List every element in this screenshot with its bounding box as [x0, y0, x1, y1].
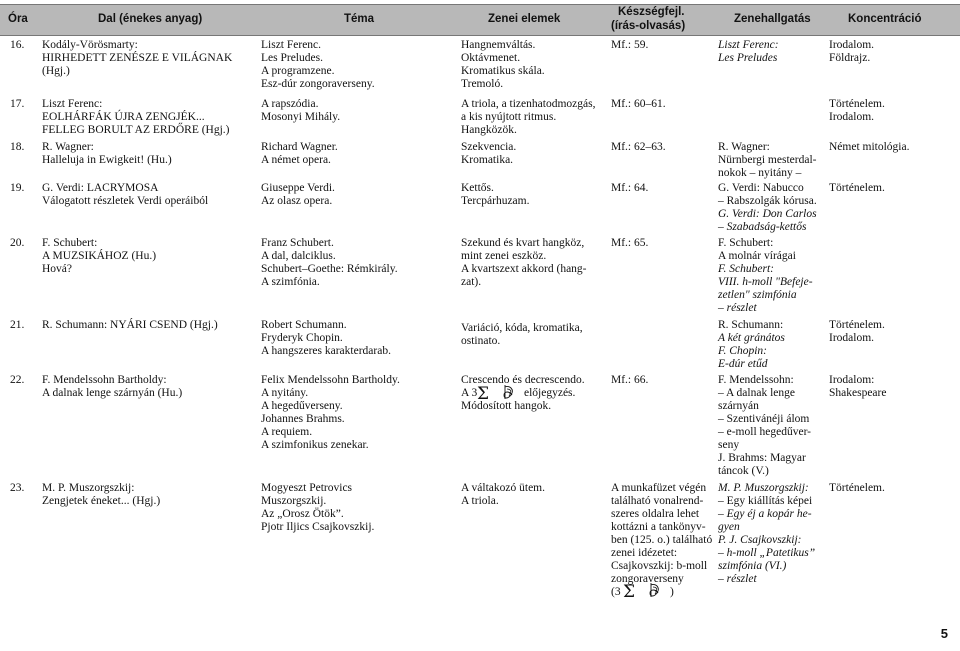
row-20-zenei-4: zat). — [461, 276, 482, 288]
row-20-zh-1: F. Schubert: — [718, 237, 774, 249]
row-23-keszseg-1: A munkafüzet végén — [611, 482, 707, 494]
row-23-zh-7: szimfónia (VI.) — [718, 560, 787, 572]
page-number: 5 — [940, 626, 948, 641]
table-header — [0, 4, 960, 36]
row-22-tema-5: A requiem. — [261, 426, 313, 438]
header-dal: Dal (énekes anyag) — [98, 13, 203, 25]
row-21-tema-2: Fryderyk Chopin. — [261, 332, 343, 344]
row-20-zenei-1: Szekund és kvart hangköz, — [461, 237, 585, 249]
header-zenehallgatas: Zenehallgatás — [734, 13, 811, 25]
row-23-zenei-2: A triola. — [461, 495, 499, 507]
row-23-zh-2: – Egy kiállítás képei — [718, 495, 813, 507]
row-23-zh-8: – részlet — [718, 573, 757, 585]
row-16-tema-4: Esz-dúr zongoraverseny. — [261, 78, 375, 90]
row-22-zenei-1: Crescendo és decrescendo. — [461, 374, 585, 386]
row-20-keszseg: Mf.: 65. — [611, 237, 649, 249]
row-16-zenei-1: Hangnemváltás. — [461, 39, 536, 51]
row-20-zh-6: – részlet — [718, 302, 757, 314]
row-20-dal-3: Hová? — [42, 263, 73, 275]
header-tema: Téma — [344, 13, 375, 25]
row-22-konc-1: Irodalom: — [829, 374, 875, 386]
row-19-zh-3: G. Verdi: Don Carlos — [718, 208, 817, 220]
row-17-dal-1: Liszt Ferenc: — [42, 98, 103, 110]
row-23-keszseg-5: ben (125. o.) található — [611, 534, 713, 546]
row-21-zh-2: A két gránátos — [718, 332, 785, 344]
row-21-zh-3: F. Chopin: — [718, 345, 767, 357]
row-17-zenei-1: A triola, a tizenhatodmozgás, — [461, 98, 596, 110]
row-17-zenei-3: Hangközök. — [461, 124, 517, 136]
row-22-konc-2: Shakespeare — [829, 387, 887, 399]
row-22-zh-6: seny — [718, 439, 740, 451]
row-16-tema-3: A programzene. — [261, 65, 335, 77]
row-17-konc-2: Irodalom. — [829, 111, 875, 123]
row-23-keszseg-6: zenei idézetet: — [611, 547, 678, 559]
row-22-zenei-2b: előjegyzés. — [524, 387, 576, 399]
row-22-tema-2: A nyitány. — [261, 387, 309, 399]
row-17-konc-1: Történelem. — [829, 98, 885, 110]
row-17-num: 17. — [10, 98, 25, 110]
header-ora: Óra — [8, 13, 28, 25]
row-17-zenei-2: a kis nyújtott ritmus. — [461, 111, 557, 123]
row-19-zenei-1: Kettős. — [461, 182, 494, 194]
row-20-zh-5: zetlen" szimfónia — [718, 289, 797, 301]
row-16-zenei-3: Kromatikus skála. — [461, 65, 545, 77]
row-23-zenei-1: A váltakozó ütem. — [461, 482, 545, 494]
row-20-tema-2: A dal, dalciklus. — [261, 250, 336, 262]
row-19-tema-1: Giuseppe Verdi. — [261, 182, 335, 194]
row-23-keszseg-8: zongoraverseny — [611, 573, 684, 585]
row-23-tema-3: Az „Orosz Ötök”. — [261, 508, 344, 520]
row-22-zh-4: – Szentivánéji álom — [718, 413, 810, 425]
row-23-keszseg-9a: (3 — [611, 586, 621, 598]
row-18-zenei-1: Szekvencia. — [461, 141, 517, 153]
row-23-keszseg-4: kottázni a tankönyv- — [611, 521, 706, 533]
row-22-zh-7: J. Brahms: Magyar — [718, 452, 806, 464]
row-16-tema-1: Liszt Ferenc. — [261, 39, 322, 51]
row-20-tema-1: Franz Schubert. — [261, 237, 334, 249]
row-23-keszseg-3: szeres oldalra lehet — [611, 508, 700, 520]
sigma-flat-icon-2 — [623, 581, 669, 604]
row-18-zenei-2: Kromatika. — [461, 154, 514, 166]
row-22-tema-4: Johannes Brahms. — [261, 413, 345, 425]
row-18-tema-1: Richard Wagner. — [261, 141, 338, 153]
row-16-konc-2: Földrajz. — [829, 52, 871, 64]
row-18-zh-2: Nürnbergi mesterdal- — [718, 154, 817, 166]
header-zenei-elemek: Zenei elemek — [488, 13, 561, 25]
row-21-tema-1: Robert Schumann. — [261, 319, 347, 331]
row-21-tema-3: A hangszeres karakterdarab. — [261, 345, 391, 357]
row-23-keszseg-2: található vonalrend- — [611, 495, 704, 507]
row-21-konc-1: Történelem. — [829, 319, 885, 331]
row-16-num: 16. — [10, 39, 25, 51]
row-16-keszseg: Mf.: 59. — [611, 39, 649, 51]
row-18-dal-2: Halleluja in Ewigkeit! (Hu.) — [42, 154, 172, 166]
row-18-konc-1: Német mitológia. — [829, 141, 910, 153]
row-23-zh-3: – Egy éj a kopár he- — [718, 508, 812, 520]
row-21-zenei-2: ostinato. — [461, 335, 501, 347]
row-23-keszseg-7: Csajkovszkij: b-moll — [611, 560, 708, 572]
row-19-keszseg: Mf.: 64. — [611, 182, 649, 194]
row-23-dal-2: Zengjetek éneket... (Hgj.) — [42, 495, 161, 507]
row-23-keszseg-9b: ) — [670, 586, 674, 598]
row-22-tema-6: A szimfonikus zenekar. — [261, 439, 369, 451]
header-keszseg-2: (írás-olvasás) — [611, 20, 686, 32]
row-23-tema-1: Mogyeszt Petrovics — [261, 482, 353, 494]
svg-text:Σ: Σ — [477, 384, 490, 403]
row-17-tema-1: A rapszódia. — [261, 98, 319, 110]
row-22-zh-3: szárnyán — [718, 400, 759, 412]
header-koncentracio: Koncentráció — [848, 13, 922, 25]
row-16-dal-3: (Hgj.) — [42, 65, 70, 77]
row-18-num: 18. — [10, 141, 25, 153]
row-19-dal-1: G. Verdi: LACRYMOSA — [42, 182, 159, 194]
row-22-tema-1: Felix Mendelssohn Bartholdy. — [261, 374, 400, 386]
row-22-num: 22. — [10, 374, 25, 386]
row-23-zh-6: – h-moll „Patetikus” — [718, 547, 816, 559]
row-19-dal-2: Válogatott részletek Verdi operáiból — [42, 195, 209, 207]
row-18-zh-1: R. Wagner: — [718, 141, 770, 153]
row-20-zenei-2: mint zenei eszköz. — [461, 250, 547, 262]
row-16-dal-1: Kodály-Vörösmarty: — [42, 39, 138, 51]
row-22-keszseg: Mf.: 66. — [611, 374, 649, 386]
row-18-dal-1: R. Wagner: — [42, 141, 94, 153]
row-21-zenei-1: Variáció, kóda, kromatika, — [461, 322, 583, 334]
row-22-zh-1: F. Mendelssohn: — [718, 374, 794, 386]
row-20-zh-2: A molnár vírágai — [718, 250, 796, 262]
row-20-zh-4: VIII. h-moll "Befeje- — [718, 276, 813, 288]
row-18-keszseg: Mf.: 62–63. — [611, 141, 666, 153]
row-23-dal-1: M. P. Muszorgszkij: — [42, 482, 135, 494]
row-19-konc-1: Történelem. — [829, 182, 885, 194]
svg-text:Σ: Σ — [623, 582, 636, 601]
row-17-dal-3: FELLEG BORULT AZ ERDŐRE (Hgj.) — [42, 124, 230, 136]
row-21-dal-1: R. Schumann: NYÁRI CSEND (Hgj.) — [42, 319, 218, 331]
row-19-num: 19. — [10, 182, 25, 194]
row-16-zenei-2: Oktávmenet. — [461, 52, 521, 64]
row-20-tema-3: Schubert–Goethe: Rémkirály. — [261, 263, 398, 275]
header-keszseg-1: Készségfejl. — [618, 6, 685, 18]
row-19-zh-1: G. Verdi: Nabucco — [718, 182, 804, 194]
row-22-dal-1: F. Mendelssohn Bartholdy: — [42, 374, 167, 386]
row-16-zh-2: Les Preludes — [718, 52, 778, 64]
row-22-dal-2: A dalnak lenge szárnyán (Hu.) — [42, 387, 183, 399]
row-17-keszseg: Mf.: 60–61. — [611, 98, 666, 110]
row-22-tema-3: A hegedűverseny. — [261, 400, 343, 412]
row-23-tema-2: Muszorgszkij. — [261, 495, 327, 507]
row-21-zh-1: R. Schumann: — [718, 319, 784, 331]
row-16-konc-1: Irodalom. — [829, 39, 875, 51]
row-20-tema-4: A szimfónia. — [261, 276, 320, 288]
row-22-zenei-3: Módosított hangok. — [461, 400, 552, 412]
row-16-tema-2: Les Preludes. — [261, 52, 323, 64]
row-23-konc-1: Történelem. — [829, 482, 885, 494]
row-16-zenei-4: Tremoló. — [461, 78, 504, 90]
row-23-zh-5: P. J. Csajkovszkij: — [718, 534, 802, 546]
row-18-tema-2: A német opera. — [261, 154, 331, 166]
row-20-dal-1: F. Schubert: — [42, 237, 98, 249]
row-23-num: 23. — [10, 482, 25, 494]
row-20-num: 20. — [10, 237, 25, 249]
row-20-zh-3: F. Schubert: — [718, 263, 775, 275]
row-22-zenei-2a: A 3 — [461, 387, 478, 399]
row-23-zh-1: M. P. Muszorgszkij: — [718, 482, 809, 494]
row-21-num: 21. — [10, 319, 25, 331]
row-21-konc-2: Irodalom. — [829, 332, 875, 344]
row-22-zh-5: – e-moll hegedűver- — [718, 426, 812, 438]
row-20-zenei-3: A kvartszext akkord (hang- — [461, 263, 587, 275]
row-20-dal-2: A MUZSIKÁHOZ (Hu.) — [42, 250, 157, 262]
row-19-zh-4: – Szabadság-kettős — [718, 221, 807, 233]
row-19-zenei-2: Tercpárhuzam. — [461, 195, 530, 207]
row-17-dal-2: EOLHÁRFÁK ÚJRA ZENGJÉK... — [42, 111, 205, 123]
row-22-zh-2: – A dalnak lenge — [718, 387, 795, 399]
row-17-tema-2: Mosonyi Mihály. — [261, 111, 341, 123]
row-23-tema-4: Pjotr Iljics Csajkovszkij. — [261, 521, 375, 533]
row-19-tema-2: Az olasz opera. — [261, 195, 333, 207]
row-18-zh-3: nokok – nyitány – — [718, 167, 802, 179]
row-16-zh-1: Liszt Ferenc: — [718, 39, 779, 51]
row-22-zh-8: táncok (V.) — [718, 465, 769, 477]
row-23-zh-4: gyen — [718, 521, 740, 533]
row-16-dal-2: HIRHEDETT ZENÉSZE E VILÁGNAK — [42, 52, 233, 64]
row-19-zh-2: – Rabszolgák kórusa. — [718, 195, 817, 207]
row-21-zh-4: E-dúr etűd — [718, 358, 768, 370]
